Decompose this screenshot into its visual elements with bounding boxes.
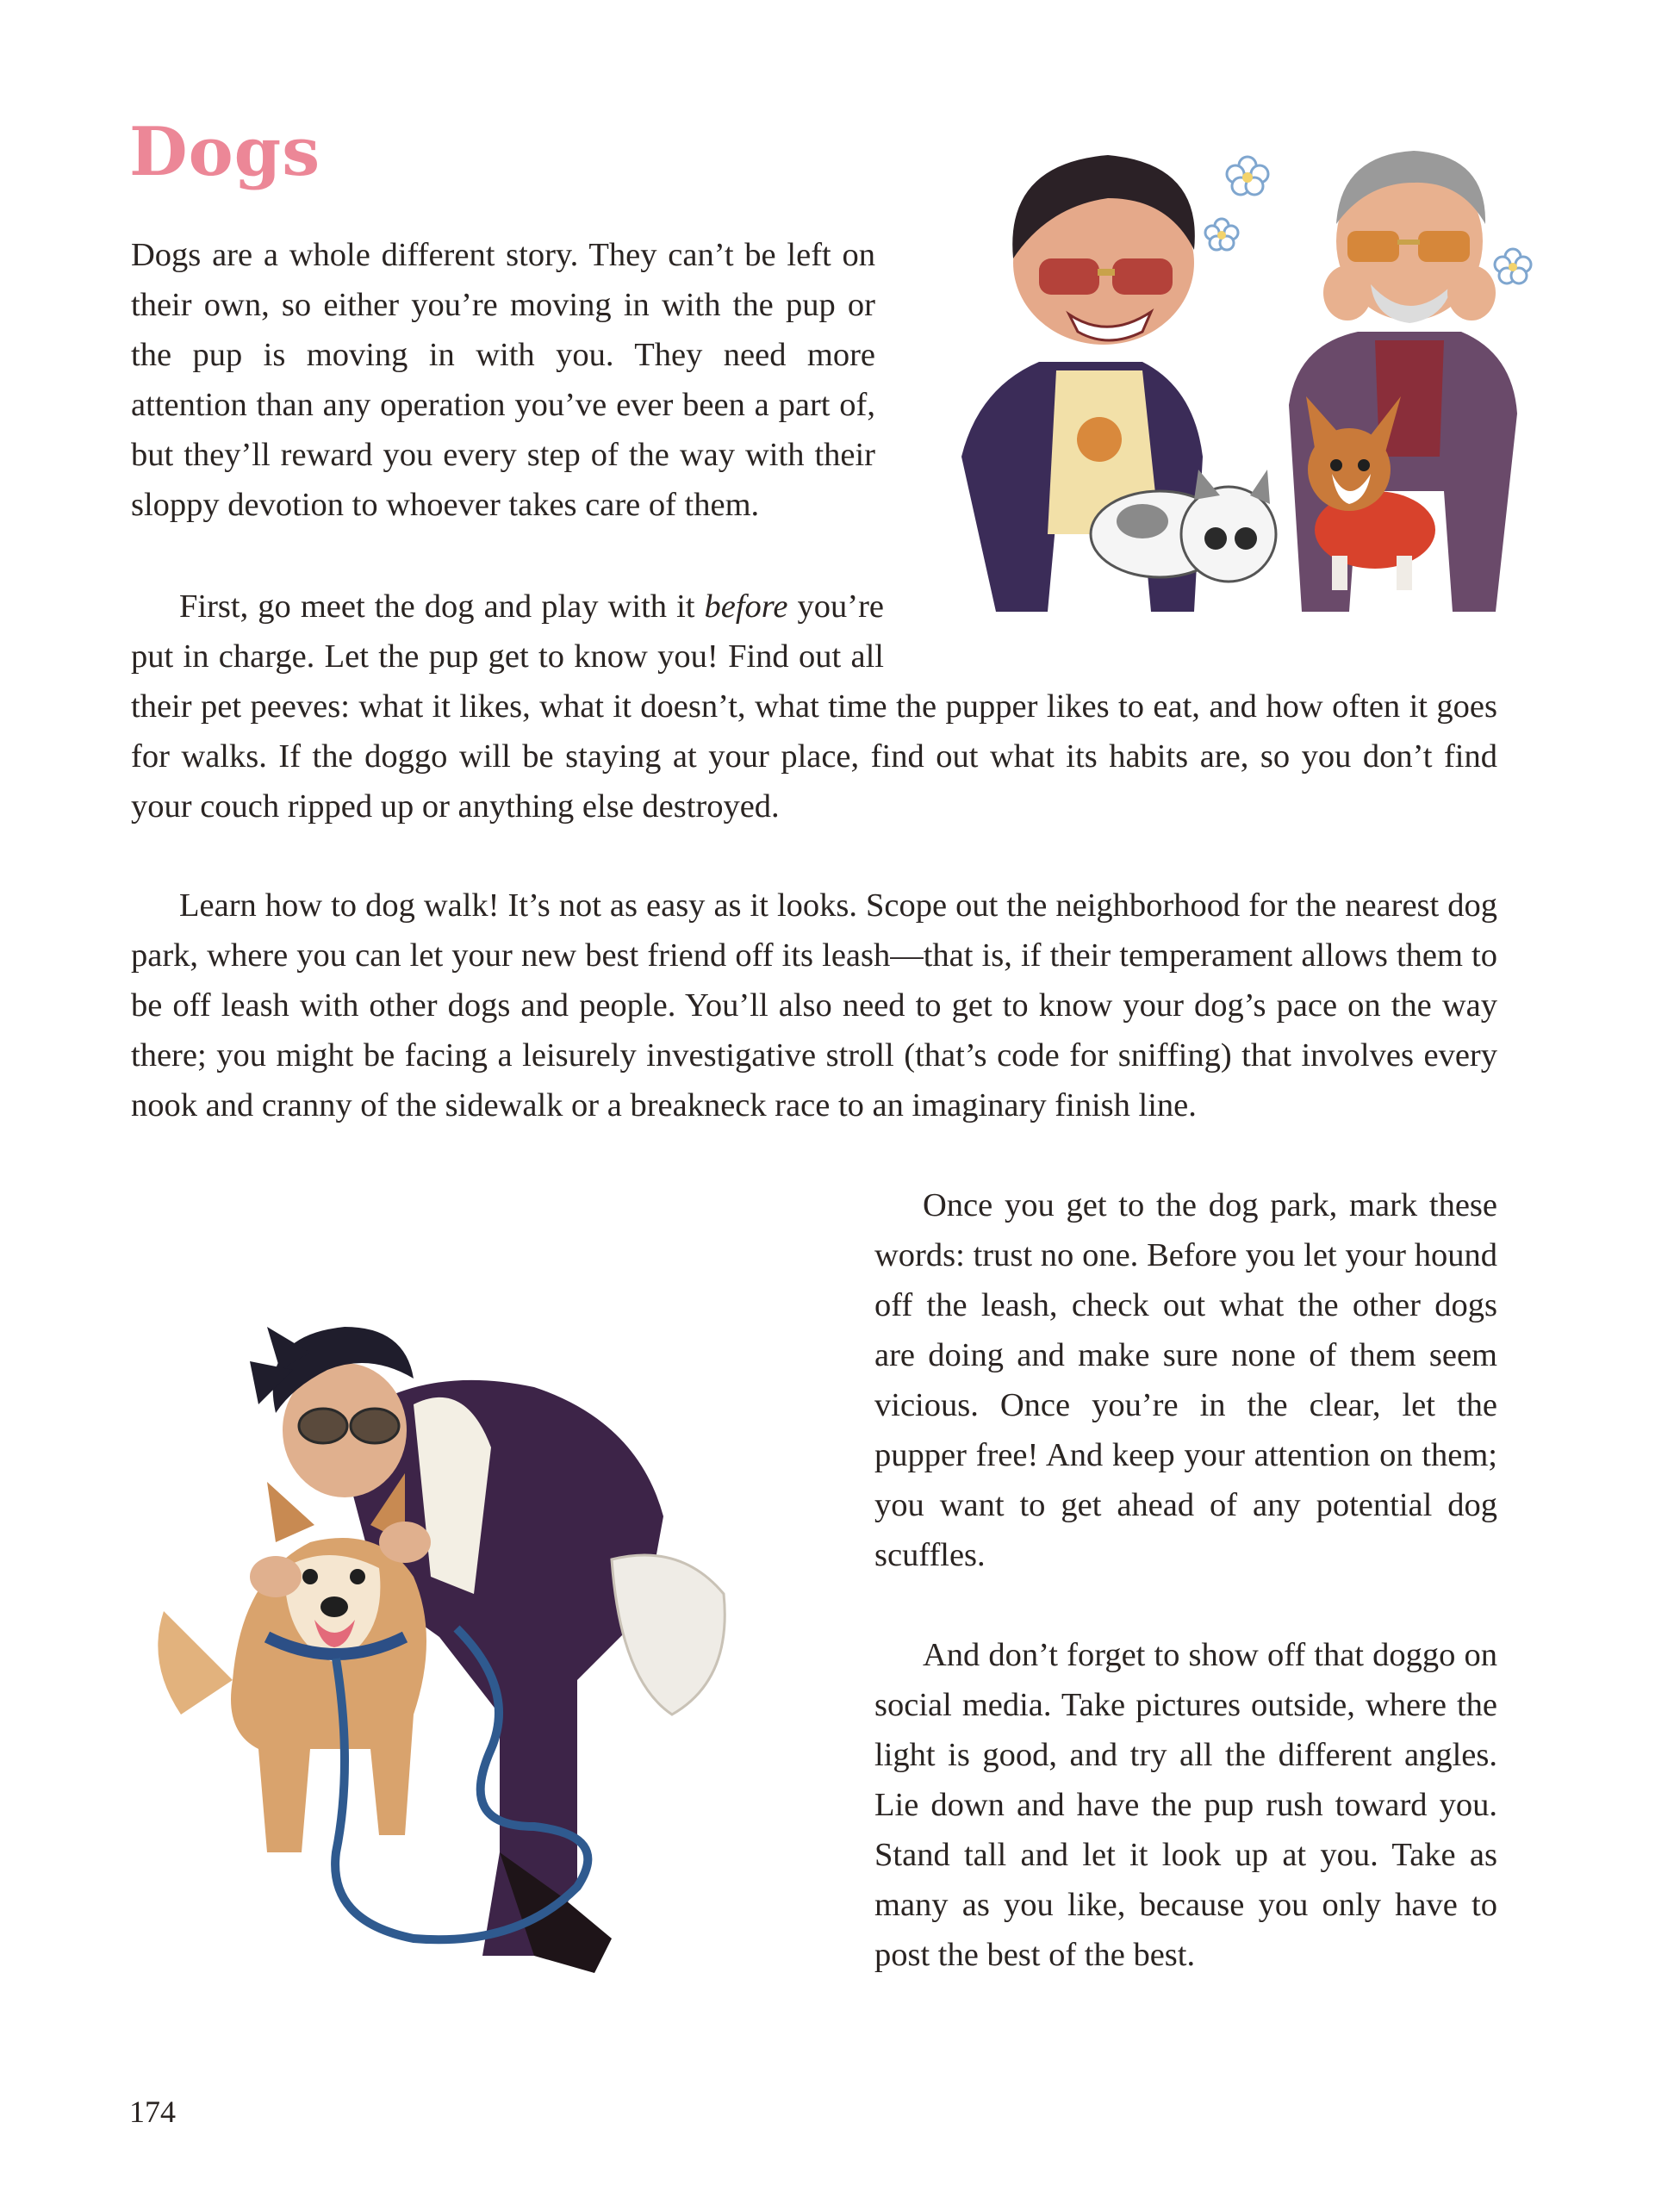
paragraph-intro: Dogs are a whole different story. They can’t be left on their own, so either you’re moving in with the pup or the pup is moving in with you. They need more attention than any operation you’ve ever been a part of, but they’ll reward you every step of the way with their sloppy devotion to whoever takes care of them. [131, 237, 875, 523]
paragraph-social-media: And don’t forget to show off that doggo on social media. Take pictures outside, where the light is good, and try all the different angles. Lie down and have the pup rush toward you. Stand tall and let it look up at you. Take as many as you like, because you only have to post the best of the best. [874, 1637, 1497, 1973]
paragraph-meet-emphasis: before [704, 588, 788, 625]
chibi-men-with-pets-illustration [944, 129, 1547, 638]
flower-icon [1205, 219, 1238, 250]
man-hugging-shiba-illustration [129, 1232, 801, 2007]
hand-left [250, 1556, 302, 1597]
paragraph-dog-walk: Learn how to dog walk! It’s not as easy as it looks. Scope out the neighborhood for the nearest dog park, where you can let your new best friend off its leash—that is, if their temperament allows them to be off leash with other dogs and people. You’ll also need to get to know your dog’s pace on the way there; you might be facing a leisurely investigative stroll (that’s code for sniffing) that involves every nook and cranny of the sidewalk or a breakneck race to an imaginary finish line. [131, 887, 1497, 1123]
page-title: Dogs [129, 113, 321, 191]
hand-right [379, 1522, 431, 1563]
flower-icon [1495, 249, 1531, 283]
page-number: 174 [129, 2094, 176, 2129]
paragraph-meet-start: First, go meet the dog and play with it [179, 588, 705, 625]
paragraph-dog-park: Once you get to the dog park, mark these words: trust no one. Before you let your hound off the leash, check out what the other dogs are doing and make sure none of them seem vicious. Once you’re in the clear, let the pupper free! And keep your attention on them; you want to get ahead of any potential dog scuffles. [874, 1187, 1497, 1573]
flower-icon [1227, 157, 1268, 195]
paragraph-meet-rest: you’re put in charge. Let the pup get to know you! Find out all their pet peeves: what it likes, what it doesn’t, what time the pupper likes to eat, and how often it goes for walks. If the doggo will be staying at your place, find out what its habits are, so you don’t find your couch ripped up or anything else destroyed. [131, 588, 1497, 825]
